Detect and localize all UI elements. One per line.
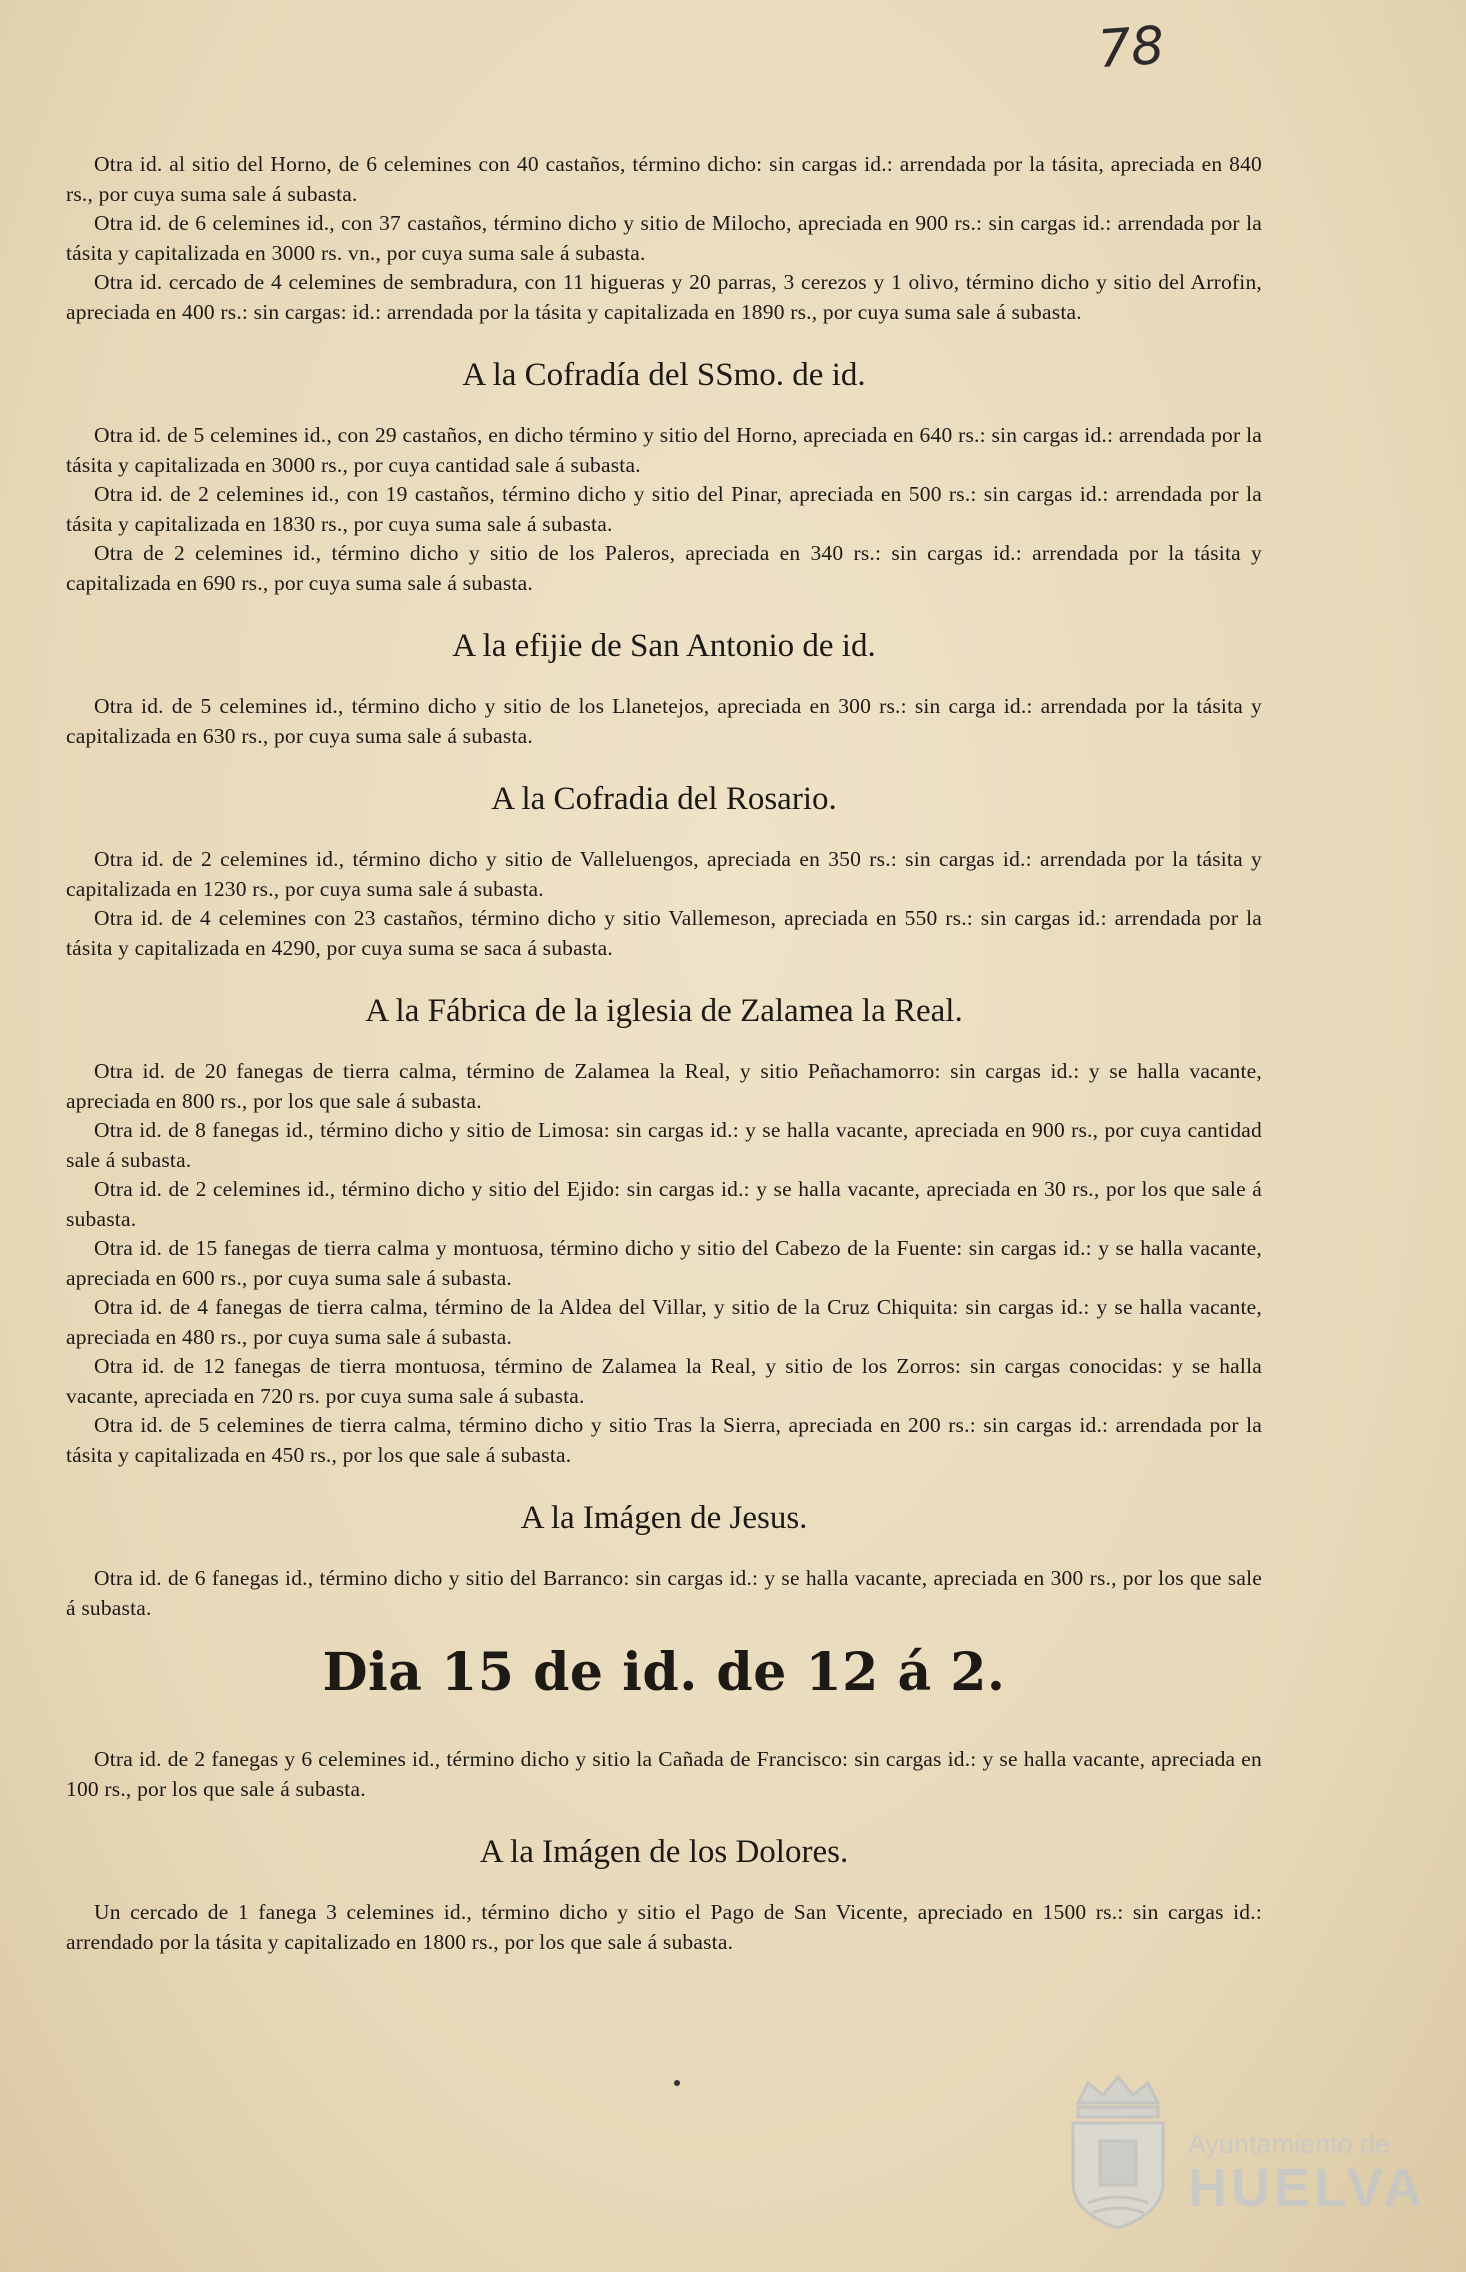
section-heading: A la Cofradia del Rosario. <box>491 781 837 817</box>
crest-icon <box>1048 2063 1188 2233</box>
property-entry: Otra id. de 4 fanegas de tierra calma, término de la Aldea del Villar, y sitio de la Cruz Chiquita: sin cargas id.: y se halla vacante, apreciada en 480 rs., por cuya suma sale á subasta. <box>66 1295 1262 1349</box>
section-heading: A la Cofradía del SSmo. de id. <box>462 357 866 393</box>
section-heading: A la Fábrica de la iglesia de Zalamea la Real. <box>365 993 963 1029</box>
show-through-text <box>90 60 1390 94</box>
watermark-line1: Ayuntamiento de <box>1188 2129 1391 2159</box>
property-entry: Otra id. de 2 celemines id., término dicho y sitio del Ejido: sin cargas id.: y se halla vacante, apreciada en 30 rs., por los que sale á subasta. <box>66 1177 1262 1231</box>
property-entry: Otra id. de 8 fanegas id., término dicho y sitio de Limosa: sin cargas id.: y se halla vacante, apreciada en 900 rs., por cuya cantidad sale á subasta. <box>66 1118 1262 1172</box>
property-entry: Otra id. de 20 fanegas de tierra calma, término de Zalamea la Real, y sitio Peñachamorro: sin cargas id.: y se halla vacante, apreciada en 800 rs., por los que sale á subasta. <box>66 1059 1262 1113</box>
folio-number: 78 <box>1095 15 1167 81</box>
end-dot <box>674 2080 680 2086</box>
watermark-logo <box>1048 2063 1426 2233</box>
property-entry: Otra id. al sitio del Horno, de 6 celemines con 40 castaños, término dicho: sin cargas id.: arrendada por la tásita, apreciada en 840 rs., por cuya suma sale á subasta. <box>66 152 1262 206</box>
property-entry: Otra id. de 6 fanegas id., término dicho y sitio del Barranco: sin cargas id.: y se halla vacante, apreciada en 300 rs., por los que sale á subasta. <box>66 1566 1262 1620</box>
property-entry: Otra id. cercado de 4 celemines de sembradura, con 11 higueras y 20 parras, 3 cerezos y 1 olivo, término dicho y sitio del Arrofin, apreciada en 400 rs.: sin cargas: id.: arrendada por la tásita y capitalizada en 1890 rs., por cuya suma sale á subasta. <box>66 270 1262 324</box>
property-entry: Otra id. de 6 celemines id., con 37 castaños, término dicho y sitio de Milocho, apreciada en 900 rs.: sin cargas id.: arrendada por la tásita y capitalizada en 3000 rs. vn., por cuya suma sale á subasta. <box>66 211 1262 265</box>
section-heading: A la efijie de San Antonio de id. <box>452 628 876 664</box>
property-entry: Otra id. de 5 celemines id., término dicho y sitio de los Llanetejos, apreciada en 300 rs.: sin carga id.: arrendada por la tásita y capitalizada en 630 rs., por cuya suma sale á subasta. <box>66 694 1262 748</box>
property-entry: Otra id. de 2 celemines id., término dicho y sitio de Valleluengos, apreciada en 350 rs.: sin cargas id.: arrendada por la tásita y capitalizada en 1230 rs., por cuya suma sale á subasta. <box>66 847 1262 901</box>
section-heading: A la Imágen de los Dolores. <box>479 1834 849 1870</box>
property-entry: Otra id. de 2 celemines id., con 19 castaños, término dicho y sitio del Pinar, apreciada en 500 rs.: sin cargas id.: arrendada por la tásita y capitalizada en 1830 rs., por cuya suma sale á subasta. <box>66 482 1262 536</box>
property-entry: Otra id. de 5 celemines de tierra calma, término dicho y sitio Tras la Sierra, apreciada en 200 rs.: sin cargas id.: arrendada por la tásita y capitalizada en 450 rs., por los que sale á subasta. <box>66 1413 1262 1467</box>
property-entry: Otra id. de 2 fanegas y 6 celemines id., término dicho y sitio la Cañada de Francisco: sin cargas id.: y se halla vacante, apreciada en 100 rs., por los que sale á subasta. <box>66 1747 1262 1801</box>
property-entry: Otra de 2 celemines id., término dicho y sitio de los Paleros, apreciada en 340 rs.: sin cargas id.: arrendada por la tásita y capitalizada en 690 rs., por cuya suma sale á subasta. <box>66 541 1262 595</box>
watermark-line2: HUELVA <box>1188 2158 1426 2218</box>
property-entry: Un cercado de 1 fanega 3 celemines id., término dicho y sitio el Pago de San Vicente, apreciado en 1500 rs.: sin cargas id.: arrendado por la tásita y capitalizado en 1800 rs., por los que sale á subasta. <box>66 1900 1262 1954</box>
date-heading: Dia 15 de id. de 12 á 2. <box>322 1642 1006 1703</box>
property-entry: Otra id. de 5 celemines id., con 29 castaños, en dicho término y sitio del Horno, apreciada en 640 rs.: sin cargas id.: arrendada por la tásita y capitalizada en 3000 rs., por cuya cantidad sale á subasta. <box>66 423 1262 477</box>
section-heading: A la Imágen de Jesus. <box>520 1500 808 1536</box>
property-entry: Otra id. de 12 fanegas de tierra montuosa, término de Zalamea la Real, y sitio de los Zorros: sin cargas conocidas: y se halla vacante, apreciada en 720 rs. por cuya suma sale á subasta. <box>66 1354 1262 1408</box>
document-body <box>66 150 1262 1957</box>
property-entry: Otra id. de 15 fanegas de tierra calma y montuosa, término dicho y sitio del Cabezo de la Fuente: sin cargas id.: y se halla vacante, apreciada en 600 rs., por cuya suma sale á subasta. <box>66 1236 1262 1290</box>
property-entry: Otra id. de 4 celemines con 23 castaños, término dicho y sitio Vallemeson, apreciada en 550 rs.: sin cargas id.: arrendada por la tásita y capitalizada en 4290, por cuya suma se saca á subasta. <box>66 906 1262 960</box>
